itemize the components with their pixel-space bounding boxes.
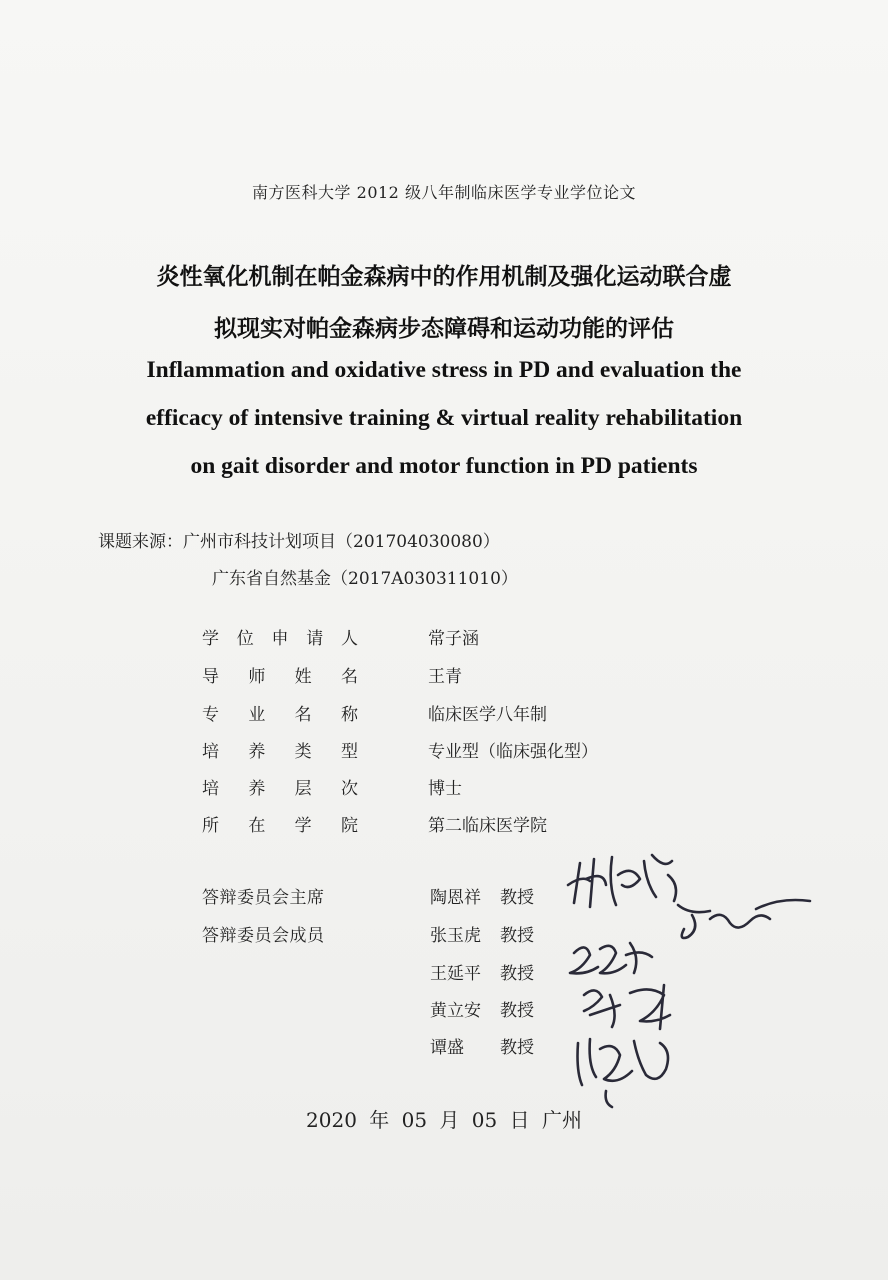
info-label-supervisor: 导师姓名: [202, 667, 358, 687]
info-value-training-type: 专业型（临床强化型）: [428, 742, 598, 762]
committee-member-title: 教授: [500, 926, 534, 946]
info-label-training-type: 培养类型: [202, 742, 358, 762]
info-value-college: 第二临床医学院: [428, 816, 547, 836]
english-title-line-3: on gait disorder and motor function in PD patients: [190, 453, 698, 479]
chinese-title-line-2: 拟现实对帕金森病步态障碍和运动功能的评估: [214, 316, 674, 342]
project-source-line-1: 课题来源：广州市科技计划项目（201704030080）: [98, 532, 500, 552]
committee-member-name: 张玉虎: [430, 926, 481, 946]
handwritten-signatures: [560, 845, 820, 1115]
committee-members-label: 答辩委员会成员: [202, 926, 325, 946]
date-location: 2020 年 05 月 05 日 广州: [306, 1108, 582, 1132]
english-title-line-2: efficacy of intensive training & virtual reality rehabilitation: [145, 405, 743, 431]
signature-stroke: [578, 1039, 669, 1107]
committee-member-title: 教授: [500, 964, 534, 984]
committee-member-title: 教授: [500, 1001, 534, 1021]
committee-member-title: 教授: [500, 1038, 534, 1058]
info-value-major: 临床医学八年制: [428, 705, 547, 725]
signature-stroke: [570, 943, 652, 973]
info-label-applicant: 学位申请人: [202, 629, 358, 649]
committee-member-name: 黄立安: [430, 1001, 481, 1021]
info-label-major: 专业名称: [202, 705, 358, 725]
signature-stroke: [678, 900, 810, 938]
signature-stroke: [568, 855, 676, 907]
info-value-degree-level: 博士: [428, 779, 462, 799]
signature-stroke: [584, 985, 670, 1029]
committee-member-name: 王延平: [430, 964, 481, 984]
committee-chair-label: 答辩委员会主席: [202, 888, 325, 908]
info-label-college: 所在学院: [202, 816, 358, 836]
thesis-header: 南方医科大学 2012 级八年制临床医学专业学位论文: [252, 183, 636, 202]
info-value-supervisor: 王青: [428, 667, 462, 687]
chinese-title-line-1: 炎性氧化机制在帕金森病中的作用机制及强化运动联合虚: [156, 264, 732, 290]
committee-member-name: 陶恩祥: [430, 888, 481, 908]
english-title-line-1: Inflammation and oxidative stress in PD and evaluation the: [146, 357, 742, 383]
committee-member-name: 谭盛: [430, 1038, 464, 1058]
info-value-applicant: 常子涵: [428, 629, 479, 649]
project-source-line-2: 广东省自然基金（2017A030311010）: [212, 569, 518, 589]
committee-member-title: 教授: [500, 888, 534, 908]
info-label-degree-level: 培养层次: [202, 779, 358, 799]
